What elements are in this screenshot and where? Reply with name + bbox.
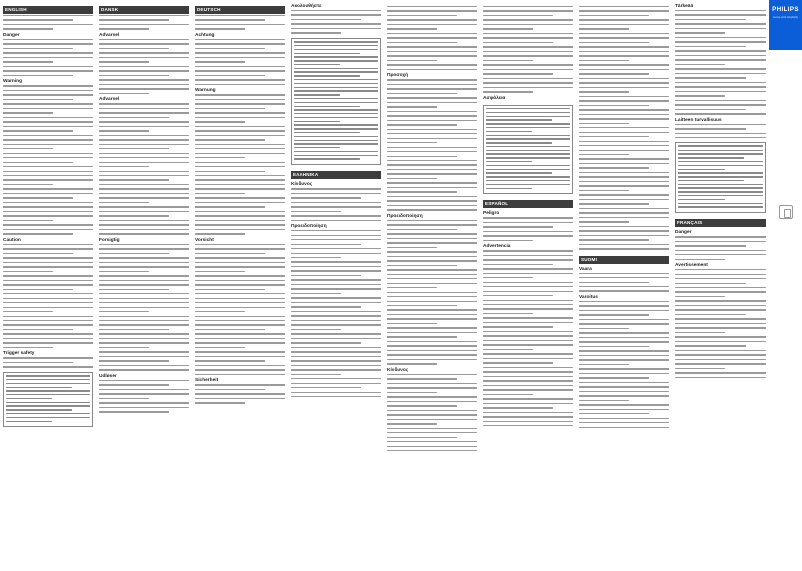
column-espanol xyxy=(480,0,576,571)
section-heading: Achtung xyxy=(195,32,215,38)
section-heading: Warnung xyxy=(195,88,216,94)
column-francais xyxy=(672,0,769,571)
column-header: ESPAÑOL xyxy=(483,200,573,208)
info-box xyxy=(3,372,93,428)
column-header: SUOMI xyxy=(579,256,669,264)
section-heading: Avertissement xyxy=(675,263,708,269)
section-heading: Peligro xyxy=(483,211,500,217)
column-header: FRANÇAIS xyxy=(675,219,766,227)
section-heading: Ασφάλεια xyxy=(483,95,506,101)
section-heading: Trigger safety xyxy=(3,351,35,357)
section-heading: Warning xyxy=(3,79,23,85)
brand-strip xyxy=(769,0,802,571)
column-header: ENGLISH xyxy=(3,6,93,14)
section-heading: Danger xyxy=(675,230,692,236)
device-icon xyxy=(779,205,793,219)
column-english xyxy=(0,0,96,571)
section-heading: Κίνδυνος xyxy=(291,182,313,188)
column-header: ΕΛΛΗΝΙΚΑ xyxy=(291,171,381,179)
philips-logo: PHILIPS xyxy=(772,6,799,13)
section-heading: Προσοχή xyxy=(387,73,409,79)
column-suomi xyxy=(576,0,672,571)
column-header: DEUTSCH xyxy=(195,6,285,14)
section-heading: Forsigtig xyxy=(99,237,120,243)
section-heading: Advarsel xyxy=(99,32,120,38)
info-box xyxy=(291,38,381,165)
section-heading: Vaara xyxy=(579,266,592,272)
section-heading: Tärkeää xyxy=(675,4,694,9)
section-heading: Προειδοποίηση xyxy=(387,213,423,219)
section-heading: Vorsicht xyxy=(195,237,214,243)
info-box xyxy=(675,142,766,213)
section-heading: Ακολουθήστε xyxy=(291,4,322,9)
section-heading: Caution xyxy=(3,237,21,243)
info-box xyxy=(483,105,573,195)
column-ellinika-a xyxy=(288,0,384,571)
column-ellinika-b xyxy=(384,0,480,571)
section-heading: Danger xyxy=(3,32,20,38)
section-heading: Varoitus xyxy=(579,294,598,300)
brand-tagline: sense and simplicity xyxy=(772,15,799,19)
column-dansk xyxy=(96,0,192,571)
column-deutsch xyxy=(192,0,288,571)
section-heading: Advarsel xyxy=(99,97,120,103)
section-heading: Udløser xyxy=(99,373,117,379)
column-header: DANSK xyxy=(99,6,189,14)
section-heading: Laitteen turvallisuus xyxy=(675,117,722,123)
section-heading: Προειδοποίηση xyxy=(291,224,327,230)
section-heading: Advertencia xyxy=(483,244,511,250)
section-heading: Sicherheit xyxy=(195,378,219,384)
section-heading: Κίνδυνος xyxy=(387,367,409,373)
